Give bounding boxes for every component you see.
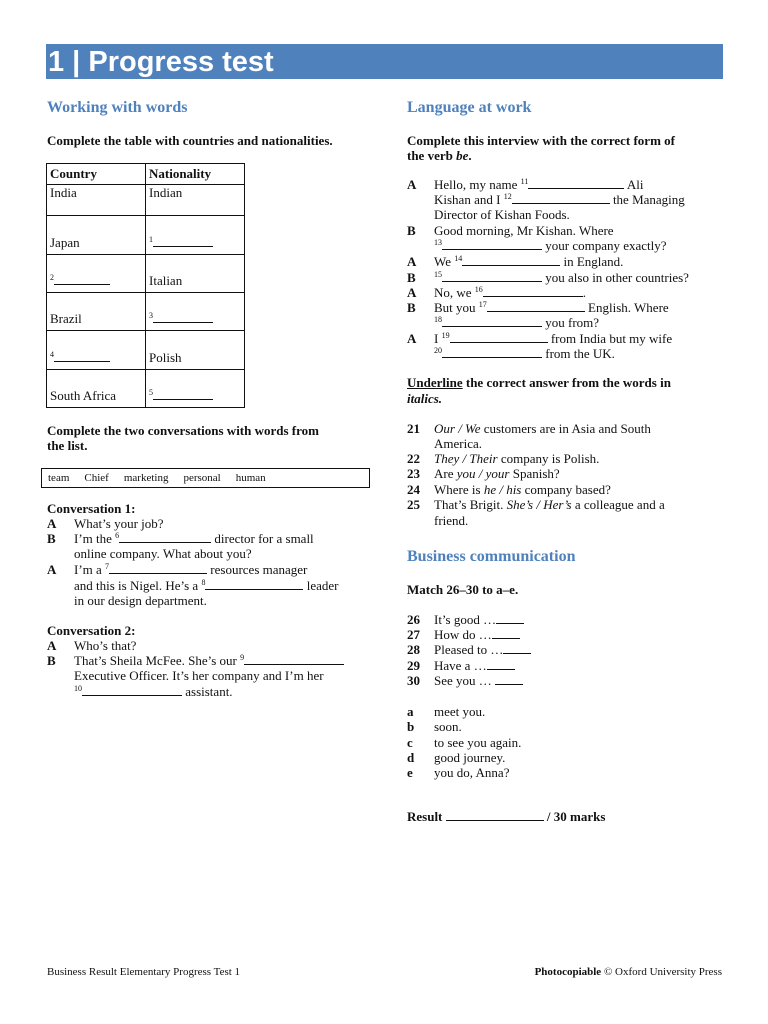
choice-text[interactable]: They / Their xyxy=(434,451,498,466)
gap-number: 18 xyxy=(434,315,442,324)
line-text: . xyxy=(468,148,472,163)
speaker-label: B xyxy=(407,300,416,315)
item-line: friend. xyxy=(434,513,469,528)
item-number: 29 xyxy=(407,658,420,673)
interview-instruction-line2 xyxy=(407,148,472,163)
answer-blank[interactable] xyxy=(512,192,610,204)
speaker-label: A xyxy=(407,254,417,269)
interview-line xyxy=(434,300,669,315)
line-text: your company exactly? xyxy=(545,238,667,253)
line-text: Spanish? xyxy=(512,466,560,481)
line-text: you from? xyxy=(545,315,600,330)
line-text: resources manager xyxy=(210,562,308,577)
line-text: from the UK. xyxy=(545,346,615,361)
verb-text: be xyxy=(456,148,469,163)
column-header-nationality: Nationality xyxy=(146,164,245,185)
answer-blank[interactable] xyxy=(483,285,583,297)
line-text: you also in other countries? xyxy=(545,270,689,285)
result-blank[interactable] xyxy=(446,809,544,821)
speaker-label: B xyxy=(407,270,416,285)
conversation-line xyxy=(74,653,344,668)
table-instruction: Complete the table with countries and nationalities. xyxy=(47,133,333,148)
underline-word: Underline xyxy=(407,375,463,390)
answer-blank[interactable] xyxy=(442,270,542,282)
line-text: We xyxy=(434,254,451,269)
gap-number: 8 xyxy=(201,578,206,587)
answer-blank[interactable] xyxy=(496,612,524,624)
line-text: leader xyxy=(306,578,339,593)
interview-line xyxy=(434,177,644,192)
line-text: the correct answer from the words in xyxy=(465,375,671,390)
line-text: Kishan and I xyxy=(434,192,501,207)
line-text: Have a … xyxy=(434,658,487,673)
line-text: I’m a xyxy=(74,562,102,577)
table-cell xyxy=(47,331,146,370)
section-title-business-communication: Business communication xyxy=(407,548,576,565)
conversation-line xyxy=(74,531,314,546)
answer-blank[interactable] xyxy=(487,300,585,312)
option-text: good journey. xyxy=(434,750,506,765)
line-text: Hello, my name xyxy=(434,177,518,192)
line-text: Pleased to … xyxy=(434,642,504,657)
result-label: Result xyxy=(407,809,443,824)
countries-table xyxy=(46,163,245,408)
line-text: the Managing xyxy=(612,192,685,207)
gap-number: 14 xyxy=(454,254,463,263)
table-cell: Polish xyxy=(146,331,245,370)
match-instruction: Match 26–30 to a–e. xyxy=(407,582,519,597)
interview-line xyxy=(434,254,623,269)
line-text: . xyxy=(582,285,587,300)
interview-line xyxy=(434,285,586,300)
gap-number: 11 xyxy=(520,177,529,186)
answer-blank[interactable] xyxy=(244,653,344,665)
item-number: 21 xyxy=(407,421,420,436)
line-text: That’s Sheila McFee. She’s our xyxy=(74,653,237,668)
table-cell: Brazil xyxy=(47,293,146,331)
answer-blank[interactable] xyxy=(495,673,523,685)
gap-number: 1 xyxy=(149,235,153,244)
answer-blank[interactable] xyxy=(205,578,303,590)
table-cell xyxy=(47,255,146,293)
answer-blank[interactable] xyxy=(153,311,213,323)
word-list-box xyxy=(41,468,370,488)
word-list-item: team xyxy=(48,472,70,484)
option-text: to see you again. xyxy=(434,735,522,750)
answer-blank[interactable] xyxy=(503,642,531,654)
option-letter: c xyxy=(407,735,413,750)
section-title-language-at-work: Language at work xyxy=(407,99,532,116)
line-text: I xyxy=(434,331,439,346)
conversation-instruction-line2: the list. xyxy=(47,438,88,453)
copyright-text: © Oxford University Press xyxy=(603,966,722,978)
page-title: 1 | Progress test xyxy=(48,46,274,78)
match-item xyxy=(434,673,523,688)
line-text: Ali xyxy=(626,177,644,192)
option-letter: e xyxy=(407,765,413,780)
table-cell: Italian xyxy=(146,255,245,293)
word-list-item: marketing xyxy=(123,472,169,484)
line-text: director for a small xyxy=(214,531,314,546)
item-line xyxy=(434,421,651,436)
option-text: you do, Anna? xyxy=(434,765,510,780)
item-line xyxy=(434,482,611,497)
speaker-label: B xyxy=(407,223,416,238)
interview-line: Director of Kishan Foods. xyxy=(434,207,570,222)
underline-instruction-line1 xyxy=(407,375,671,390)
item-number: 22 xyxy=(407,451,420,466)
choice-text[interactable]: She’s / Her’s xyxy=(506,497,572,512)
answer-blank[interactable] xyxy=(442,346,542,358)
choice-text[interactable]: he / his xyxy=(483,482,522,497)
answer-blank[interactable] xyxy=(528,177,624,189)
conversation-2-title: Conversation 2: xyxy=(47,623,136,638)
speaker-label: A xyxy=(47,638,57,653)
table-row xyxy=(47,255,245,293)
table-row xyxy=(47,370,245,408)
word-list-item: personal xyxy=(183,472,221,484)
answer-blank[interactable] xyxy=(109,562,207,574)
gap-number: 2 xyxy=(50,273,54,282)
section-title-working-with-words: Working with words xyxy=(47,99,188,116)
line-text: I’m the xyxy=(74,531,112,546)
conversation-line: in our design department. xyxy=(74,593,207,608)
item-number: 23 xyxy=(407,466,420,481)
table-cell: Indian xyxy=(146,185,245,216)
item-line: America. xyxy=(434,436,483,451)
conversation-line xyxy=(74,578,338,593)
gap-number: 10 xyxy=(74,684,82,693)
gap-number: 13 xyxy=(434,238,442,247)
line-text: Where is xyxy=(434,482,481,497)
conversation-instruction-line1: Complete the two conversations with words from xyxy=(47,423,320,438)
line-text: a colleague and a xyxy=(574,497,665,512)
option-letter: d xyxy=(407,750,415,765)
conversation-line: What’s your job? xyxy=(74,516,164,531)
gap-number: 15 xyxy=(434,270,442,279)
line-text: customers are in Asia and South xyxy=(483,421,651,436)
conversation-line: Who’s that? xyxy=(74,638,137,653)
item-number: 25 xyxy=(407,497,420,512)
line-text: No, we xyxy=(434,285,472,300)
interview-line xyxy=(434,270,689,285)
speaker-label: A xyxy=(407,177,417,192)
answer-blank[interactable] xyxy=(462,254,560,266)
line-text: company based? xyxy=(524,482,611,497)
gap-number: 6 xyxy=(115,531,120,540)
answer-blank[interactable] xyxy=(450,331,548,343)
item-line xyxy=(434,497,665,512)
footer-left: Business Result Elementary Progress Test 1 xyxy=(47,966,241,978)
column-header-country: Country xyxy=(47,164,146,185)
speaker-label: B xyxy=(47,653,56,668)
speaker-label: B xyxy=(47,531,56,546)
photocopiable-label: Photocopiable xyxy=(534,966,602,978)
item-number: 28 xyxy=(407,642,420,657)
table-row xyxy=(47,216,245,255)
speaker-label: A xyxy=(47,562,57,577)
table-row xyxy=(47,293,245,331)
word-list-item: Chief xyxy=(84,472,109,484)
answer-blank[interactable] xyxy=(492,627,520,639)
line-text: How do … xyxy=(434,627,492,642)
table-cell xyxy=(146,216,245,255)
interview-line xyxy=(434,192,685,207)
gap-number: 9 xyxy=(240,653,245,662)
table-row xyxy=(47,185,245,216)
answer-blank[interactable] xyxy=(54,350,110,362)
answer-blank[interactable] xyxy=(442,238,542,250)
table-header-row xyxy=(47,164,245,185)
table-cell: South Africa xyxy=(47,370,146,408)
conversation-line: Executive Officer. It’s her company and I’m her xyxy=(74,668,324,683)
match-item xyxy=(434,642,531,657)
table-cell xyxy=(146,293,245,331)
gap-number: 7 xyxy=(105,562,110,571)
gap-number: 20 xyxy=(434,346,442,355)
speaker-label: A xyxy=(47,516,57,531)
line-text: English. Where xyxy=(588,300,669,315)
option-letter: b xyxy=(407,719,415,734)
table-cell: Japan xyxy=(47,216,146,255)
conversation-line xyxy=(74,684,233,699)
line-text: from India but my wife xyxy=(550,331,673,346)
line-text: the verb xyxy=(407,148,453,163)
table-cell xyxy=(146,370,245,408)
item-line xyxy=(434,466,560,481)
word-list-item: human xyxy=(235,472,266,484)
option-letter: a xyxy=(407,704,414,719)
gap-number: 4 xyxy=(50,350,54,359)
option-text: soon. xyxy=(434,719,462,734)
footer-right xyxy=(535,966,722,978)
choice-text[interactable]: Our / We xyxy=(434,421,481,436)
gap-number: 17 xyxy=(478,300,487,309)
line-text: in England. xyxy=(563,254,624,269)
line-text: company is Polish. xyxy=(500,451,600,466)
answer-blank[interactable] xyxy=(153,388,213,400)
interview-line: Good morning, Mr Kishan. Where xyxy=(434,223,614,238)
gap-number: 16 xyxy=(474,285,483,294)
answer-blank[interactable] xyxy=(54,273,110,285)
item-number: 27 xyxy=(407,627,420,642)
answer-blank[interactable] xyxy=(153,235,213,247)
speaker-label: A xyxy=(407,285,417,300)
interview-line xyxy=(434,315,599,330)
line-text: It’s good … xyxy=(434,612,497,627)
conversation-1-title: Conversation 1: xyxy=(47,501,136,516)
line-text: assistant. xyxy=(185,684,233,699)
gap-number: 3 xyxy=(149,311,153,320)
answer-blank[interactable] xyxy=(442,315,542,327)
answer-blank[interactable] xyxy=(82,684,182,696)
item-number: 24 xyxy=(407,482,420,497)
result-marks: / 30 marks xyxy=(546,809,606,824)
line-text: Are xyxy=(434,466,454,481)
gap-number: 19 xyxy=(441,331,450,340)
result-line xyxy=(407,809,605,824)
conversation-line xyxy=(74,562,307,577)
gap-number: 12 xyxy=(503,192,512,201)
interview-line xyxy=(434,331,672,346)
underline-instruction-line2: italics. xyxy=(407,391,443,406)
conversation-line: online company. What about you? xyxy=(74,546,252,561)
line-text: See you … xyxy=(434,673,492,688)
interview-line xyxy=(434,238,667,253)
answer-blank[interactable] xyxy=(119,531,211,543)
line-text: That’s Brigit. xyxy=(434,497,504,512)
interview-line xyxy=(434,346,615,361)
match-item xyxy=(434,658,515,673)
table-row xyxy=(47,331,245,370)
table-cell: India xyxy=(47,185,146,216)
item-number: 30 xyxy=(407,673,420,688)
answer-blank[interactable] xyxy=(487,658,515,670)
gap-number: 5 xyxy=(149,388,153,397)
line-text: But you xyxy=(434,300,476,315)
item-number: 26 xyxy=(407,612,420,627)
match-item xyxy=(434,612,524,627)
interview-instruction-line1: Complete this interview with the correct form of xyxy=(407,133,675,148)
option-text: meet you. xyxy=(434,704,486,719)
speaker-label: A xyxy=(407,331,417,346)
choice-text[interactable]: you / your xyxy=(456,466,510,481)
item-line xyxy=(434,451,599,466)
match-item xyxy=(434,627,520,642)
line-text: and this is Nigel. He’s a xyxy=(74,578,199,593)
